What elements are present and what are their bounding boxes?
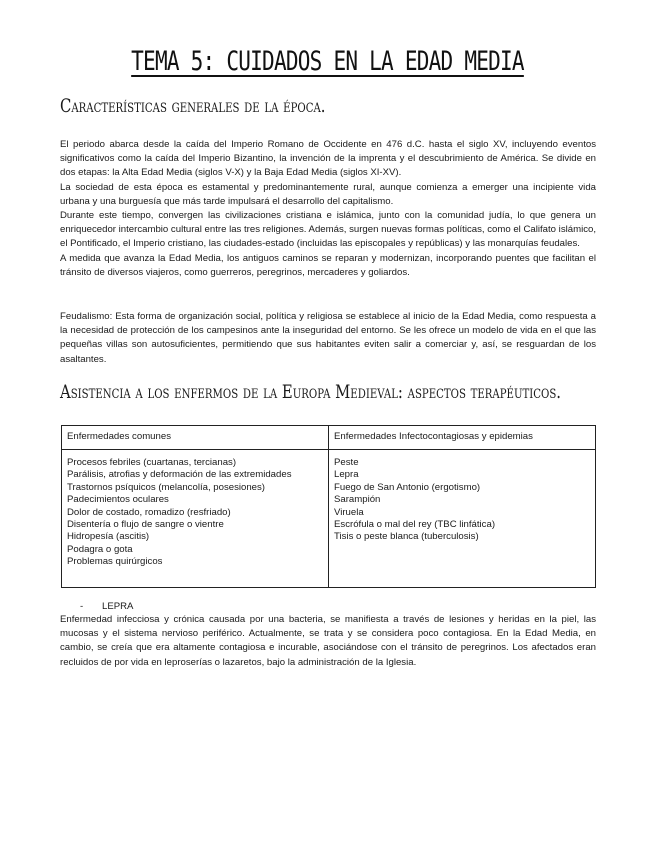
list-item: Padecimientos oculares <box>67 494 169 506</box>
list-item: Lepra <box>334 469 359 481</box>
paragraph: El periodo abarca desde la caída del Imperio Romano de Occidente en 476 d.C. hasta el siglo XV, incluyendo eventos significativos como la caída del Imperio Bizantino, la invención de la imprenta y el descubrimiento de América. Se divide en dos etapas: la Alta Edad Media (siglos V-X) y la Baja Edad Media (siglos XI-XV). <box>60 139 596 179</box>
list-item: Podagra o gota <box>67 543 133 555</box>
lepra-label: LEPRA <box>102 601 134 612</box>
paragraph: Durante este tiempo, convergen las civilizaciones cristiana e islámica, junto con la comunidad judía, lo que genera un enriquecedor intercambio cultural entre las tres religiones. Además, surgen nuevas formas políticas, como el Califato islámico, el Pontificado, el Imperio cristiano, las ciudades-estado (incluidas las episcopales y repúblicas) y las monarquías feudales. <box>60 210 596 250</box>
table-cell-comunes <box>62 450 329 588</box>
table-header-row <box>62 426 596 450</box>
table-cell-infecto <box>329 450 596 588</box>
list-item: Peste <box>334 457 359 468</box>
list-item: Hidropesía (ascitis) <box>67 531 150 543</box>
table-header-infecto: Enfermedades Infectocontagiosas y epidemias <box>329 426 596 450</box>
paragraph: Feudalismo: Esta forma de organización social, política y religiosa se establece al inicio de la Edad Media, como respuesta a la necesidad de protección de los campesinos ante la inseguridad del entorno. Se les ofrece un modelo de vida en el que las pequeñas villas son autosuficientes, permitiendo que sus habitantes eviten salir a comerciar y, así, se resguardan de los asaltantes. <box>60 311 596 365</box>
list-item: Tisis o peste blanca (tuberculosis) <box>334 531 479 543</box>
paragraph: La sociedad de esta época es estamental y predominantemente rural, aunque comienza a emerger una incipiente vida urbana y una burguesía que más tarde impulsará el desarrollo del capitalismo. <box>60 181 596 207</box>
list-item: Disentería o flujo de sangre o vientre <box>67 519 224 531</box>
list-item: Viruela <box>334 506 364 518</box>
list-item: Parálisis, atrofias y deformación de las extremidades <box>67 469 292 481</box>
list-item: Problemas quirúrgicos <box>67 556 163 568</box>
lepra-bullet <box>80 601 133 612</box>
list-item: Sarampión <box>334 494 381 506</box>
feudalismo-paragraph <box>60 310 596 367</box>
lepra-paragraph <box>60 613 596 670</box>
list-item: Procesos febriles (cuartanas, tercianas) <box>67 457 237 468</box>
page-title: TEMA 5: CUIDADOS EN LA EDAD MEDIA <box>131 46 524 77</box>
list-item: Dolor de costado, romadizo (resfriado) <box>67 506 231 518</box>
section-heading-asistencia: Asistencia a los enfermos de la Europa Medieval: aspectos terapéuticos. <box>60 381 562 403</box>
paragraph: A medida que avanza la Edad Media, los antiguos caminos se reparan y modernizan, incorporando puentes que facilitan el tránsito de diversos viajeros, como guerreros, peregrinos, mercaderes y goliardos. <box>60 252 596 278</box>
section-heading-caracteristicas: Características generales de la época. <box>60 95 326 117</box>
paragraph: Enfermedad infecciosa y crónica causada por una bacteria, se manifiesta a través de lesiones y heridas en la piel, las mucosas y el sistema nervioso periférico. Actualmente, se trata y se considera poco contagiosa. En la Edad Media, en cambio, se creía que era altamente contagiosa e incurable, asociándose con el tránsito de peregrinos. Los afectados eran recluidos de por vida en leproserías o lazaretos, bajo la administración de la Iglesia. <box>60 614 596 668</box>
list-item: Fuego de San Antonio (ergotismo) <box>334 481 481 493</box>
table-row <box>62 450 596 588</box>
section-body-caracteristicas <box>60 138 596 280</box>
list-item: Trastornos psíquicos (melancolía, posesiones) <box>67 481 266 493</box>
diseases-table <box>61 425 596 588</box>
bullet-dash: - <box>80 601 84 612</box>
table-header-comunes: Enfermedades comunes <box>62 426 329 450</box>
list-item: Escrófula o mal del rey (TBC linfática) <box>334 519 496 531</box>
